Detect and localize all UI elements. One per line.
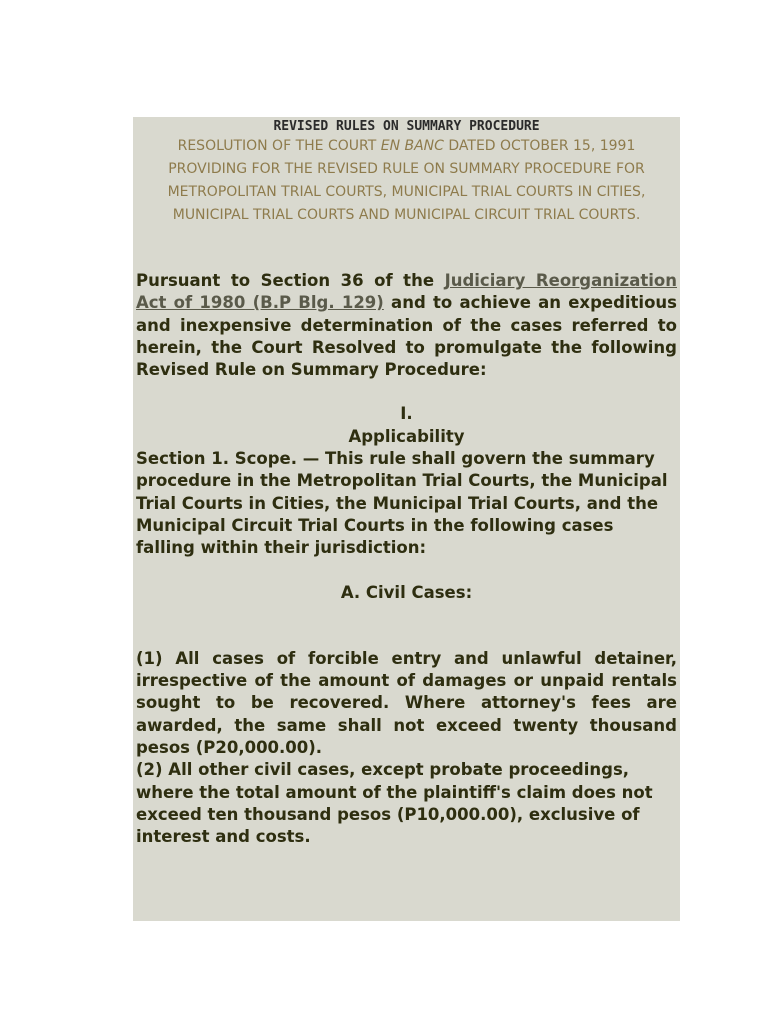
resolution-heading [136, 135, 677, 227]
preamble-paragraph [136, 270, 677, 381]
document-title: REVISED RULES ON SUMMARY PROCEDURE [273, 119, 540, 134]
civil-case-item-2: (2) All other civil cases, except probate proceedings, where the total amount of the plaintiff's claim does not exceed ten thousand pesos (P10,000.00), exclusive of interest and costs. [136, 760, 653, 847]
part-number: I. [400, 404, 413, 424]
preamble-before-link: Pursuant to Section 36 of the [136, 271, 445, 290]
resolution-text-part1: RESOLUTION OF THE COURT [177, 138, 381, 154]
content-panel [133, 117, 680, 921]
part-title: Applicability [348, 426, 465, 446]
preamble-after-link: and to achieve an expeditious and inexpensive determination of the cases referred to herein, the Court Resolved to promulgate the following Revised Rule on Summary Procedure: [136, 293, 677, 380]
civil-case-item-1: (1) All cases of forcible entry and unlawful detainer, irrespective of the amount of damages or unpaid rentals sought to be recovered. Where attorney's fees are awarded, the same shall not exceed twenty thousand pesos (P20,000.00). [136, 648, 677, 758]
civil-cases-heading: A. Civil Cases: [340, 582, 473, 602]
resolution-text-part2: DATED OCTOBER 15, 1991 PROVIDING FOR THE REVISED RULE ON SUMMARY PROCEDURE FOR METROPOLITAN TRIAL COURTS, MUNICIPAL TRIAL COURTS IN CITIES, MUNICIPAL TRIAL COURTS AND MUNICIPAL CIRCUIT TRIAL COURTS. [167, 138, 646, 223]
judiciary-act-link[interactable]: Judiciary Reorganization Act of 1980 (B.P Blg. 129) [136, 271, 677, 313]
resolution-en-banc: EN BANC [380, 138, 444, 154]
section-1-scope: Section 1. Scope. — This rule shall govern the summary procedure in the Metropolitan Trial Courts, the Municipal Trial Courts in Cities, the Municipal Trial Courts, and the Municipal Circuit Trial Courts in the following cases falling within their jurisdiction: [136, 449, 668, 558]
